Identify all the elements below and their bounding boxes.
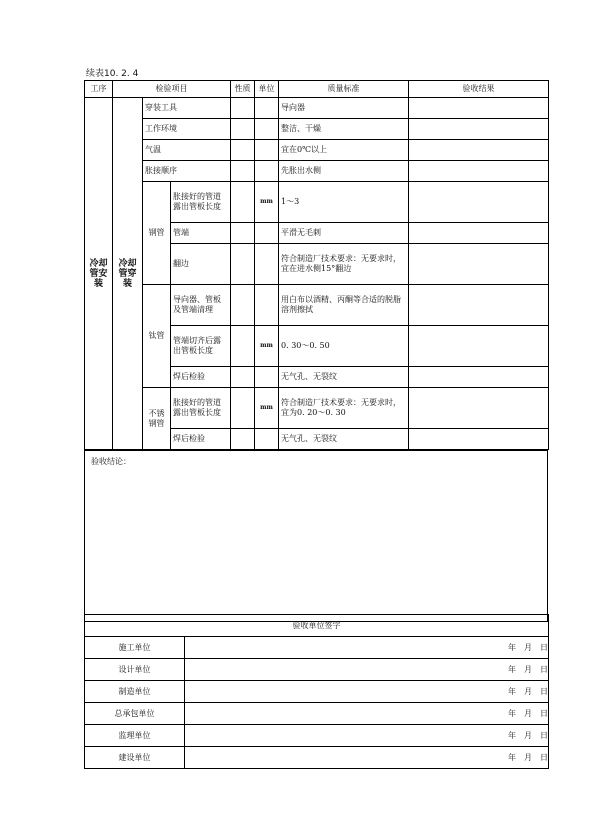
item-cell: 胀接好的管道露出管板长度 [171, 388, 231, 429]
signature-field[interactable]: 年 月 日 [185, 659, 549, 681]
measurement-grid[interactable] [409, 388, 549, 429]
standard-cell: 符合制造厂技术要求：无要求时，宜为0. 20～0. 30 [279, 388, 409, 429]
nature-cell [231, 429, 255, 450]
item-cell: 管端 [171, 223, 231, 244]
table-row [85, 285, 549, 326]
inspection-table [84, 80, 549, 450]
steel-label: 钢管 [143, 182, 171, 285]
nature-cell [231, 182, 255, 223]
header-unit: 单位 [255, 81, 279, 98]
nature-cell [231, 244, 255, 285]
signature-field[interactable]: 年 月 日 [185, 703, 549, 725]
item-cell: 穿装工具 [143, 98, 231, 119]
stainless-label: 不锈钢管 [143, 388, 171, 450]
conclusion-field[interactable] [85, 451, 548, 622]
table-row [85, 703, 549, 725]
unit-cell [255, 285, 279, 326]
header-standard: 质量标准 [279, 81, 409, 98]
header-item: 检验项目 [113, 81, 231, 98]
table-row [85, 659, 549, 681]
signature-field[interactable]: 年 月 日 [185, 747, 549, 769]
item-cell: 胀接好的管道露出管板长度 [171, 182, 231, 223]
result-cell[interactable] [409, 429, 549, 450]
table-row [85, 637, 549, 659]
header-nature: 性质 [231, 81, 255, 98]
result-cell[interactable] [409, 285, 549, 326]
unit-name: 建设单位 [85, 747, 185, 769]
standard-cell: 先胀出水侧 [279, 161, 409, 182]
unit-cell [255, 140, 279, 161]
item-cell: 管端切齐后露出管板长度 [171, 326, 231, 367]
item-cell: 导向器、管板及管端清理 [171, 285, 231, 326]
result-cell[interactable] [409, 223, 549, 244]
header-row [85, 81, 549, 98]
unit-name: 监理单位 [85, 725, 185, 747]
nature-cell [231, 388, 255, 429]
standard-cell: 1～3 [279, 182, 409, 223]
conclusion-box [84, 450, 548, 622]
unit-name: 施工单位 [85, 637, 185, 659]
item-cell: 工作环境 [143, 119, 231, 140]
signature-field[interactable]: 年 月 日 [185, 681, 549, 703]
table-row [85, 747, 549, 769]
nature-cell [231, 119, 255, 140]
measurement-grid[interactable] [409, 182, 549, 223]
unit-cell [255, 223, 279, 244]
unit-name: 总承包单位 [85, 703, 185, 725]
nature-cell [231, 223, 255, 244]
standard-cell: 0. 30～0. 50 [279, 326, 409, 367]
standard-cell: 无气孔、无裂纹 [279, 367, 409, 388]
item-cell: 翻边 [171, 244, 231, 285]
nature-cell [231, 367, 255, 388]
signature-table [84, 614, 549, 769]
nature-cell [231, 285, 255, 326]
unit-cell: mm [255, 326, 279, 367]
signature-field[interactable]: 年 月 日 [185, 637, 549, 659]
table-row [85, 140, 549, 161]
unit-cell [255, 98, 279, 119]
unit-cell: mm [255, 182, 279, 223]
table-row [85, 388, 549, 429]
item-cell: 焊后检验 [171, 429, 231, 450]
table-row [85, 119, 549, 140]
unit-cell: mm [255, 388, 279, 429]
titanium-label: 钛管 [143, 285, 171, 388]
sign-title: 验收单位签字 [85, 615, 549, 637]
header-process: 工序 [85, 81, 113, 98]
item-cell: 气温 [143, 140, 231, 161]
standard-cell: 用白布以酒精、丙酮等合适的脱脂溶剂擦拭 [279, 285, 409, 326]
item-cell: 胀接顺序 [143, 161, 231, 182]
result-cell[interactable] [409, 98, 549, 119]
unit-name: 设计单位 [85, 659, 185, 681]
result-cell[interactable] [409, 140, 549, 161]
nature-cell [231, 98, 255, 119]
result-cell[interactable] [409, 367, 549, 388]
measurement-grid[interactable] [409, 326, 549, 367]
unit-name: 制造单位 [85, 681, 185, 703]
table-caption: 续表10. 2. 4 [86, 69, 139, 79]
table-row [85, 681, 549, 703]
unit-cell [255, 244, 279, 285]
standard-cell: 无气孔、无裂纹 [279, 429, 409, 450]
table-row [85, 182, 549, 223]
unit-cell [255, 367, 279, 388]
standard-cell: 宜在0℃以上 [279, 140, 409, 161]
result-cell[interactable] [409, 161, 549, 182]
standard-cell: 符合制造厂技术要求：无要求时，宜在进水侧15°翻边 [279, 244, 409, 285]
conclusion-label: 验收结论： [91, 457, 131, 466]
standard-cell: 整洁、干燥 [279, 119, 409, 140]
subprocess-cell: 冷却管穿装 [113, 98, 143, 450]
unit-cell [255, 429, 279, 450]
table-row [85, 725, 549, 747]
nature-cell [231, 161, 255, 182]
unit-cell [255, 161, 279, 182]
table-row [85, 161, 549, 182]
table-row [85, 98, 549, 119]
nature-cell [231, 140, 255, 161]
result-cell[interactable] [409, 119, 549, 140]
nature-cell [231, 326, 255, 367]
item-cell: 焊后检验 [171, 367, 231, 388]
result-cell[interactable] [409, 244, 549, 285]
standard-cell: 平滑无毛刺 [279, 223, 409, 244]
standard-cell: 导向器 [279, 98, 409, 119]
header-result: 验收结果 [409, 81, 549, 98]
signature-field[interactable]: 年 月 日 [185, 725, 549, 747]
process-cell: 冷却管安装 [85, 98, 113, 450]
unit-cell [255, 119, 279, 140]
